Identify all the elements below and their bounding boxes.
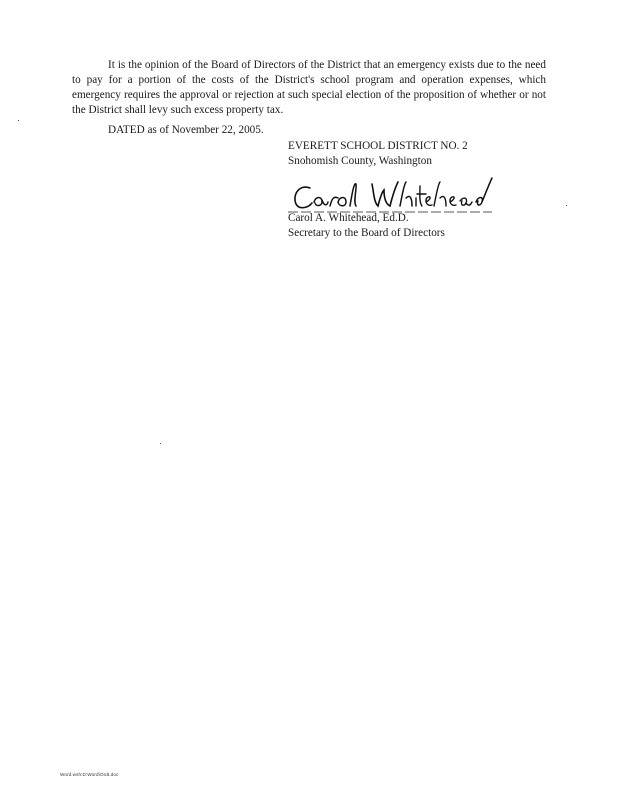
signer-block	[288, 211, 445, 241]
scan-speck	[160, 443, 161, 444]
district-name: EVERETT SCHOOL DISTRICT NO. 2	[288, 140, 468, 152]
scan-speck	[18, 120, 19, 121]
resolution-paragraph: It is the opinion of the Board of Directors of the District that an emergency exists due to the need to pay for a portion of the costs of the District's school program and operation expenses, which emergency requires the approval or rejection at such special election of the proposition of whether or not the District shall levy such excess property tax.	[72, 59, 546, 116]
district-location: Snohomish County, Washington	[288, 155, 432, 167]
signer-title: Secretary to the Board of Directors	[288, 227, 445, 239]
dated-line: DATED as of November 22, 2005.	[108, 124, 264, 136]
signer-name: Carol A. Whitehead, Ed.D.	[288, 212, 409, 224]
file-path-footer: Word.wsh:D:Word\Ordt.doc	[60, 772, 119, 777]
scan-speck	[566, 205, 567, 206]
district-block	[288, 139, 468, 169]
